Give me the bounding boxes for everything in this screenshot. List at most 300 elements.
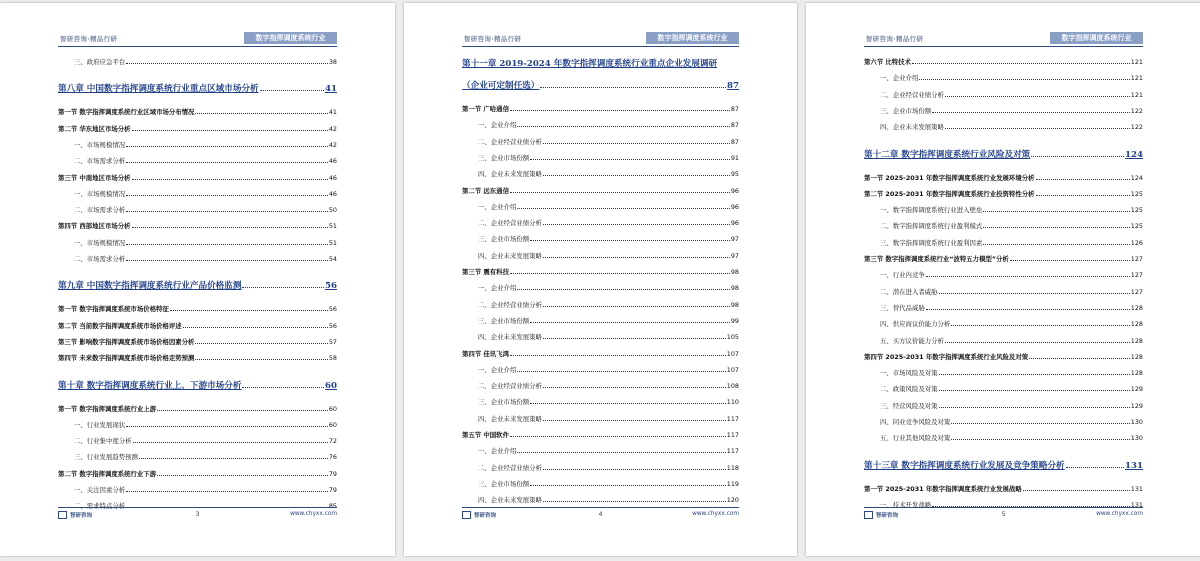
toc-entry-page: 79 [328,486,337,494]
toc-leader-dots [157,475,328,476]
page-number: 5 [1001,511,1006,518]
toc-entry[interactable] [58,402,337,413]
toc-entry-page: 38 [328,58,337,66]
toc-entry-title: 一、企业介绍 [478,365,517,374]
toc-entry-page: 117 [726,447,739,456]
toc-entry[interactable] [864,187,1143,198]
toc-entry-page: 46 [328,189,337,198]
toc-entry-title: 四、企业未来发展策略 [880,123,944,132]
toc-leader-dots [126,491,328,492]
toc-entry[interactable] [864,252,1143,263]
toc-leader-dots [126,260,328,261]
toc-leader-dots [126,63,328,64]
toc-entry[interactable] [864,203,1143,214]
toc-entry-page: 97 [730,235,739,244]
toc-entry-page: 119 [726,479,739,488]
toc-leader-dots [945,342,1130,343]
toc-entry[interactable] [864,431,1143,442]
toc-entry[interactable] [58,55,337,66]
toc-entry-title: 第五节 中国软件 [462,431,509,439]
toc-leader-dots [919,79,1129,80]
toc-entry-page: 46 [328,173,337,182]
toc-entry[interactable] [58,335,337,346]
toc-leader-dots [1036,195,1130,196]
toc-entry-title: 二、潜在进入者威胁 [880,287,938,296]
toc-entry-title: 三、数字指挥调度系统行业盈利因素 [880,238,983,247]
toc-entry-page: 131 [1130,484,1143,493]
toc-entry[interactable] [864,415,1143,426]
toc-entry-title: 第八章 中国数字指挥调度系统行业重点区域市场分析 [58,84,259,95]
toc-entry-page: 124 [1125,149,1143,160]
toc-entry-title: 三、政府应急平台 [74,58,126,66]
toc-entry-title: 第二节 数字指挥调度系统行业下游 [58,469,157,478]
toc-entry[interactable] [462,281,739,292]
toc-entry-page: 57 [328,337,337,346]
toc-entry[interactable] [864,366,1143,377]
toc-entry[interactable] [864,285,1143,296]
toc-entry-title: 二、企业经营业绩分析 [478,219,542,228]
toc-entry-title: 二、需求特点分析 [74,502,126,511]
toc-leader-dots [1031,156,1124,157]
toc-entry[interactable] [864,382,1143,393]
toc-leader-dots [126,195,328,196]
toc-leader-dots [510,436,726,437]
toc-entry[interactable] [58,154,337,165]
header-tag: 数字指挥调度系统行业 [646,32,739,44]
toc-entry-page: 56 [328,305,337,314]
toc-entry[interactable] [58,80,337,94]
toc-entry-title: 第十章 数字指挥调度系统行业上、下游市场分析 [58,380,242,391]
toc-entry[interactable] [58,219,337,230]
toc-entry[interactable] [462,167,739,178]
toc-leader-dots [951,325,1130,326]
toc-entry-page: 72 [328,437,337,446]
toc-entry-page: 97 [730,251,739,260]
toc-entry-title: 一、行业内竞争 [880,271,925,280]
toc-entry-page: 129 [1130,385,1143,394]
toc-entry-page: 46 [328,157,337,166]
toc-entry-page: 76 [328,453,337,462]
toc-leader-dots [195,343,327,344]
toc-entry[interactable] [462,412,739,423]
toc-leader-dots [951,423,1130,424]
toc-leader-dots [543,338,726,339]
toc-entry-page: 85 [328,502,337,511]
toc-entry[interactable] [462,461,739,472]
toc-entry-title: 四、企业未来发展策略 [478,251,542,260]
toc-entry-title: 二、政策风险及对策 [880,385,938,394]
toc-entry-title: 三、企业市场份额 [478,316,530,325]
toc-leader-dots [126,211,328,212]
toc-entry-title: 二、企业经营业绩分析 [478,463,542,472]
footer-brand: 智研咨询 [474,513,497,519]
toc-leader-dots [126,146,328,147]
header-tag: 数字指挥调度系统行业 [1050,32,1143,44]
toc-leader-dots [260,90,324,91]
toc-entry[interactable] [58,171,337,182]
document-page [0,3,395,556]
toc-leader-dots [926,309,1130,310]
toc-entry[interactable] [462,330,739,341]
footer-logo [462,511,496,519]
toc-leader-dots [530,240,730,241]
toc-leader-dots [517,126,730,127]
toc-entry[interactable] [864,482,1143,493]
toc-entry-title: （企业可定制任选） [462,81,540,91]
toc-entry[interactable] [462,200,739,211]
toc-entry-page: 54 [328,255,337,263]
document-page [806,3,1200,556]
toc-leader-dots [510,273,730,274]
toc-leader-dots [543,143,730,144]
toc-entry[interactable] [58,377,337,391]
toc-leader-dots [132,179,328,180]
toc-entry[interactable] [58,277,337,291]
toc-entry-title: 第十三章 数字指挥调度系统行业发展及竞争策略分析 [864,460,1065,471]
toc-entry-title: 三、企业市场份额 [478,235,530,244]
toc-entry[interactable] [462,151,739,162]
toc-entry-title: 第九章 中国数字指挥调度系统行业产品价格监测 [58,281,242,292]
toc-entry-title: 一、企业介绍 [478,447,517,456]
toc-entry-title: 第四节 西部地区市场分析 [58,222,131,231]
header-brand: 智研咨询·精品行研 [60,35,118,43]
header-rule [462,46,739,47]
toc-entry[interactable] [462,102,739,113]
toc-entry-page: 95 [730,170,739,179]
toc-leader-dots [530,322,730,323]
toc-entry[interactable] [58,187,337,198]
toc-entry[interactable] [58,434,337,445]
toc-entry-title: 第一节 数字指挥调度系统行业区域市场分布情况 [58,108,195,117]
toc-entry-page: 87 [730,121,739,130]
toc-entry-page: 126 [1130,238,1143,247]
toc-entry-title: 二、市场需求分析 [74,206,126,215]
toc-leader-dots [1066,467,1124,468]
toc-entry[interactable] [864,219,1143,230]
toc-entry-title: 一、市场规模情况 [74,189,126,198]
toc-entry[interactable] [462,232,739,243]
toc-entry-page: 122 [1130,123,1143,132]
toc-entry[interactable] [462,118,739,129]
toc-entry[interactable] [462,363,739,374]
toc-entry-page: 107 [726,365,739,374]
toc-entry[interactable] [58,105,337,116]
toc-entry[interactable] [462,347,739,358]
header-brand: 智研咨询·精品行研 [464,35,522,43]
toc-entry-title: 三、行业发展趋势预测 [74,453,138,462]
footer-logo [58,511,92,519]
toc-entry-title: 第三节 中南地区市场分析 [58,173,131,182]
toc-entry-page: 96 [730,202,739,211]
toc-entry[interactable] [864,268,1143,279]
toc-entry-page: 98 [730,300,739,309]
toc-leader-dots [543,224,730,225]
toc-entry-page: 121 [1130,90,1143,99]
toc-entry-title: 第二节 远东通信 [462,186,509,195]
toc-entry-title: 四、企业未来发展策略 [478,170,542,179]
toc-entry-page: 51 [328,222,337,231]
toc-entry-title: 二、企业经营业绩分析 [880,90,944,99]
toc-entry[interactable] [864,71,1143,82]
toc-entry-title: 二、市场需求分析 [74,255,126,263]
toc-entry-page: 125 [1130,206,1143,215]
toc-entry-title: 四、企业未来发展策略 [478,333,542,342]
toc-entry-title: 第四节 佳讯飞鸿 [462,349,509,358]
toc-leader-dots [983,211,1130,212]
toc-entry-page: 118 [726,463,739,472]
toc-entry-page: 60 [325,380,337,391]
toc-leader-dots [517,208,730,209]
toc-entry-page: 60 [328,420,337,429]
toc-entry-page: 117 [726,431,739,439]
toc-entry[interactable] [462,77,739,91]
toc-entry-page: 107 [726,349,739,358]
toc-entry-page: 130 [1130,418,1143,426]
toc-entry[interactable] [462,298,739,309]
toc-entry-title: 三、企业市场份额 [478,398,530,407]
toc-entry-title: 一、企业介绍 [880,74,919,83]
footer-brand: 智研咨询 [70,513,93,519]
toc-entry-title: 第三节 影响数字指挥调度系统市场价格因素分析 [58,337,195,346]
toc-leader-dots [170,310,328,311]
toc-leader-dots [939,293,1130,294]
toc-entry[interactable] [864,120,1143,131]
toc-entry[interactable] [864,457,1143,471]
toc-entry-title: 二、企业经营业绩分析 [478,382,542,391]
toc-entry[interactable] [864,399,1143,410]
toc-leader-dots [530,159,730,160]
toc-entry-page: 130 [1130,434,1143,443]
toc-entry-title: 一、数字指挥调度系统行业进入壁垒 [880,206,983,215]
toc-entry-page: 105 [726,333,739,342]
toc-entry-title: 第一节 2025-2031 年数字指挥调度系统行业发展战略 [864,484,1022,493]
page-footer [462,508,739,520]
toc-entry-page: 41 [328,108,337,117]
toc-entry-page: 128 [1130,369,1143,378]
toc-entry[interactable] [58,252,337,263]
toc-entry-page: 131 [1125,460,1143,471]
toc-entry-page: 87 [730,137,739,146]
toc-entry[interactable] [58,138,337,149]
toc-entry[interactable] [864,146,1143,160]
toc-leader-dots [133,442,328,443]
footer-website[interactable]: www.chyxx.com [290,511,337,517]
header-rule [864,46,1143,47]
toc-entry[interactable] [462,314,739,325]
toc-entry[interactable] [462,444,739,455]
toc-entry[interactable] [864,236,1143,247]
toc-entry-title: 四、企业未来发展策略 [478,414,542,423]
footer-website[interactable]: www.chyxx.com [1096,511,1143,517]
page-number: 4 [598,511,603,518]
toc-leader-dots [195,359,327,360]
toc-leader-dots [540,87,726,88]
toc-entry[interactable] [58,483,337,494]
toc-entry-page: 121 [1130,58,1143,66]
header-rule [58,46,337,47]
toc-entry-page: 50 [328,206,337,215]
toc-entry[interactable] [462,493,739,504]
toc-entry-page: 128 [1130,336,1143,345]
toc-leader-dots [195,113,327,114]
toc-entry-title: 一、技术开发战略 [880,500,932,509]
toc-entry[interactable] [58,319,337,330]
toc-entry[interactable] [462,477,739,488]
toc-entry[interactable] [462,428,739,439]
toc-entry-page: 99 [730,316,739,325]
toc-entry[interactable] [462,135,739,146]
toc-entry-page: 87 [727,81,739,91]
toc-entry-page: 127 [1130,255,1143,263]
toc-entry-page: 122 [1130,106,1143,115]
toc-entry-title: 三、企业市场份额 [880,106,932,115]
toc-leader-dots [126,426,328,427]
toc-leader-dots [939,390,1130,391]
toc-leader-dots [543,501,726,502]
toc-leader-dots [543,469,726,470]
toc-leader-dots [510,355,726,356]
toc-entry-page: 56 [325,281,337,292]
logo-mark-icon [58,511,67,519]
footer-website[interactable]: www.chyxx.com [692,511,739,517]
toc-leader-dots [510,192,730,193]
toc-entry[interactable] [462,395,739,406]
toc-entry-page: 41 [325,84,337,95]
toc-entry-page: 87 [730,105,739,113]
toc-entry-title: 四、企业未来发展策略 [478,496,542,505]
toc-entry-title: 第六节 比特技术 [864,58,911,66]
toc-leader-dots [543,387,726,388]
toc-entry-page: 58 [328,354,337,363]
toc-leader-dots [951,439,1130,440]
toc-leader-dots [543,420,726,421]
toc-leader-dots [242,287,324,288]
toc-leader-dots [1029,358,1130,359]
toc-entry-page: 96 [730,186,739,195]
toc-leader-dots [126,244,328,245]
toc-leader-dots [530,403,726,404]
toc-entry-title: 第十二章 数字指挥调度系统行业风险及对策 [864,149,1031,160]
toc-entry[interactable] [58,203,337,214]
header-brand: 智研咨询·精品行研 [866,35,924,43]
toc-entry-page: 51 [328,238,337,247]
toc-entry[interactable] [864,350,1143,361]
toc-entry[interactable] [462,216,739,227]
toc-entry-page: 110 [726,398,739,407]
header-tag: 数字指挥调度系统行业 [244,32,337,44]
toc-entry-title: 一、企业介绍 [478,202,517,211]
toc-entry[interactable] [58,467,337,478]
toc-entry[interactable] [58,450,337,461]
toc-entry-title: 第一节 2025-2031 年数字指挥调度系统行业发展环境分析 [864,173,1035,182]
toc-entry-title: 第一节 数字指挥调度系统行业上游 [58,404,157,413]
toc-leader-dots [543,257,730,258]
toc-leader-dots [1036,179,1130,180]
logo-mark-icon [462,511,471,519]
toc-entry[interactable] [462,184,739,195]
toc-entry-title: 一、市场规模情况 [74,140,126,149]
logo-mark-icon [864,511,873,519]
toc-leader-dots [945,96,1130,97]
toc-entry-page: 98 [730,284,739,293]
toc-leader-dots [132,130,328,131]
toc-leader-dots [939,374,1130,375]
toc-entry-page: 124 [1130,173,1143,182]
toc-entry[interactable] [462,265,739,276]
toc-entry-page: 125 [1130,222,1143,231]
toc-entry[interactable] [58,122,337,133]
toc-entry-title: 一、企业介绍 [478,121,517,130]
toc-entry-page: 120 [726,496,739,505]
toc-leader-dots [926,276,1130,277]
toc-entry[interactable] [864,55,1143,66]
toc-leader-dots [242,387,324,388]
toc-leader-dots [939,407,1130,408]
toc-leader-dots [1010,260,1130,261]
toc-entry-title: 第十一章 2019-2024 年数字指挥调度系统行业重点企业发展调研 [462,59,718,69]
toc-entry[interactable] [58,418,337,429]
toc-entry[interactable] [864,171,1143,182]
toc-entry-title: 一、企业介绍 [478,284,517,293]
toc-entry-page: 60 [328,404,337,413]
toc-entry-title: 第一节 数字指挥调度系统市场价格特征 [58,305,169,314]
toc-entry[interactable] [864,88,1143,99]
toc-leader-dots [157,410,328,411]
toc-entry-title: 第四节 2025-2031 年数字指挥调度系统行业风险及对策 [864,352,1029,361]
toc-leader-dots [132,227,328,228]
toc-entry[interactable] [462,379,739,390]
page-footer [864,508,1143,520]
toc-entry-page: 42 [328,124,337,133]
toc-leader-dots [543,306,730,307]
toc-entry-page: 121 [1130,74,1143,83]
toc-leader-dots [1023,490,1130,491]
toc-leader-dots [517,289,730,290]
toc-entry-title: 一、行业发展现状 [74,420,126,429]
toc-entry[interactable] [864,334,1143,345]
toc-entry[interactable] [864,317,1143,328]
toc-entry-title: 一、市场规模情况 [74,238,126,247]
toc-entry-page: 56 [328,321,337,330]
toc-entry-page: 117 [726,414,739,423]
toc-entry-title: 第四节 未来数字指挥调度系统市场价格走势预测 [58,354,195,363]
toc-entry[interactable] [462,55,739,69]
toc-entry-page: 108 [726,382,739,391]
toc-entry-title: 第二节 2025-2031 年数字指挥调度系统行业投资特性分析 [864,189,1035,198]
toc-entry-title: 三、替代品威胁 [880,303,925,312]
page-header [58,32,337,46]
toc-entry-title: 第一节 广哈通信 [462,105,509,113]
toc-entry-title: 第二节 华东地区市场分析 [58,124,131,133]
toc-entry[interactable] [58,351,337,362]
toc-entry-page: 125 [1130,189,1143,198]
footer-brand: 智研咨询 [876,513,899,519]
toc-entry[interactable] [864,104,1143,115]
toc-entry-page: 79 [328,469,337,478]
toc-entry-page: 42 [328,140,337,149]
toc-entry-title: 五、买方议价能力分析 [880,336,944,345]
toc-leader-dots [517,371,725,372]
document-page [404,3,797,556]
toc-entry[interactable] [864,301,1143,312]
toc-entry-page: 131 [1130,500,1143,509]
toc-entry[interactable] [58,236,337,247]
toc-leader-dots [510,110,730,111]
toc-entry[interactable] [462,249,739,260]
toc-entry[interactable] [58,302,337,313]
toc-leader-dots [912,63,1130,64]
footer-logo [864,511,898,519]
